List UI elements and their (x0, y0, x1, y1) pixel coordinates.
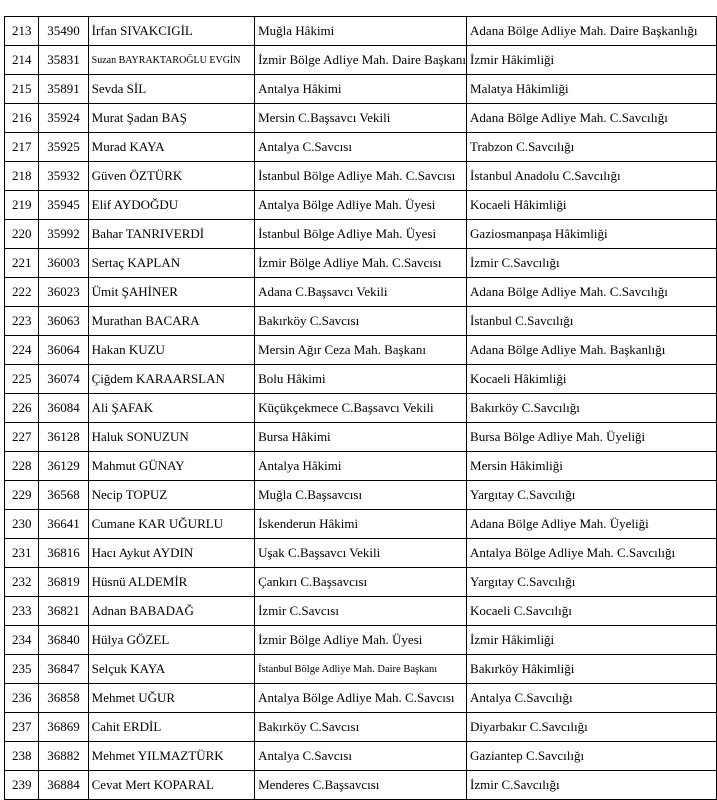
row-number-cell: 230 (5, 510, 39, 539)
new-position-cell: İstanbul C.Savcılığı (467, 307, 717, 336)
name-cell: Murad KAYA (88, 133, 254, 162)
current-position-cell: İstanbul Bölge Adliye Mah. Üyesi (255, 220, 467, 249)
row-number-cell: 223 (5, 307, 39, 336)
current-position-cell: Bolu Hâkimi (255, 365, 467, 394)
registry-number-cell: 36821 (39, 597, 88, 626)
row-number-cell: 237 (5, 713, 39, 742)
name-cell: Sevda SİL (88, 75, 254, 104)
current-position-cell: Antalya Hâkimi (255, 75, 467, 104)
name-cell: Hüsnü ALDEMİR (88, 568, 254, 597)
row-number-cell: 222 (5, 278, 39, 307)
new-position-cell: Adana Bölge Adliye Mah. Üyeliği (467, 510, 717, 539)
name-cell: Güven ÖZTÜRK (88, 162, 254, 191)
table-row (5, 46, 717, 75)
name-cell: Mehmet UĞUR (88, 684, 254, 713)
row-number-cell: 238 (5, 742, 39, 771)
table-row (5, 17, 717, 46)
row-number-cell: 232 (5, 568, 39, 597)
registry-number-cell: 36568 (39, 481, 88, 510)
current-position-cell: İzmir C.Savcısı (255, 597, 467, 626)
table-row (5, 713, 717, 742)
new-position-cell: Antalya C.Savcılığı (467, 684, 717, 713)
current-position-cell: Antalya Hâkimi (255, 452, 467, 481)
new-position-cell: Bakırköy Hâkimliği (467, 655, 717, 684)
new-position-cell: İzmir C.Savcılığı (467, 771, 717, 800)
row-number-cell: 216 (5, 104, 39, 133)
table-row (5, 510, 717, 539)
table-row (5, 655, 717, 684)
name-cell: Adnan BABADAĞ (88, 597, 254, 626)
current-position-cell: Bakırköy C.Savcısı (255, 713, 467, 742)
name-cell: Suzan BAYRAKTAROĞLU EVGİN (88, 46, 254, 75)
name-cell: Bahar TANRIVERDİ (88, 220, 254, 249)
new-position-cell: Kocaeli C.Savcılığı (467, 597, 717, 626)
row-number-cell: 213 (5, 17, 39, 46)
registry-number-cell: 35945 (39, 191, 88, 220)
registry-number-cell: 36128 (39, 423, 88, 452)
row-number-cell: 224 (5, 336, 39, 365)
appointment-table (4, 16, 717, 800)
row-number-cell: 214 (5, 46, 39, 75)
new-position-cell: Diyarbakır C.Savcılığı (467, 713, 717, 742)
name-cell: Mahmut GÜNAY (88, 452, 254, 481)
row-number-cell: 221 (5, 249, 39, 278)
current-position-cell: Antalya Bölge Adliye Mah. C.Savcısı (255, 684, 467, 713)
row-number-cell: 239 (5, 771, 39, 800)
registry-number-cell: 36129 (39, 452, 88, 481)
registry-number-cell: 36858 (39, 684, 88, 713)
registry-number-cell: 35891 (39, 75, 88, 104)
registry-number-cell: 36840 (39, 626, 88, 655)
current-position-cell: Küçükçekmece C.Başsavcı Vekili (255, 394, 467, 423)
registry-number-cell: 36023 (39, 278, 88, 307)
name-cell: Hülya GÖZEL (88, 626, 254, 655)
new-position-cell: Kocaeli Hâkimliği (467, 365, 717, 394)
name-cell: İrfan SIVAKCIGİL (88, 17, 254, 46)
registry-number-cell: 36884 (39, 771, 88, 800)
new-position-cell: Gaziosmanpaşa Hâkimliği (467, 220, 717, 249)
current-position-cell: Antalya Bölge Adliye Mah. Üyesi (255, 191, 467, 220)
row-number-cell: 217 (5, 133, 39, 162)
table-row (5, 133, 717, 162)
current-position-cell: Muğla Hâkimi (255, 17, 467, 46)
registry-number-cell: 36064 (39, 336, 88, 365)
new-position-cell: Bakırköy C.Savcılığı (467, 394, 717, 423)
registry-number-cell: 36074 (39, 365, 88, 394)
new-position-cell: Kocaeli Hâkimliği (467, 191, 717, 220)
table-row (5, 191, 717, 220)
current-position-cell: Çankırı C.Başsavcısı (255, 568, 467, 597)
row-number-cell: 218 (5, 162, 39, 191)
appointment-list (4, 16, 717, 800)
new-position-cell: Adana Bölge Adliye Mah. C.Savcılığı (467, 278, 717, 307)
new-position-cell: Gaziantep C.Savcılığı (467, 742, 717, 771)
new-position-cell: Adana Bölge Adliye Mah. Başkanlığı (467, 336, 717, 365)
name-cell: Hacı Aykut AYDIN (88, 539, 254, 568)
name-cell: Haluk SONUZUN (88, 423, 254, 452)
registry-number-cell: 36003 (39, 249, 88, 278)
name-cell: Cevat Mert KOPARAL (88, 771, 254, 800)
row-number-cell: 219 (5, 191, 39, 220)
new-position-cell: İzmir C.Savcılığı (467, 249, 717, 278)
current-position-cell: Bakırköy C.Savcısı (255, 307, 467, 336)
registry-number-cell: 35490 (39, 17, 88, 46)
current-position-cell: Menderes C.Başsavcısı (255, 771, 467, 800)
registry-number-cell: 36084 (39, 394, 88, 423)
table-row (5, 423, 717, 452)
name-cell: Ali ŞAFAK (88, 394, 254, 423)
table-row (5, 684, 717, 713)
name-cell: Selçuk KAYA (88, 655, 254, 684)
registry-number-cell: 35831 (39, 46, 88, 75)
registry-number-cell: 36641 (39, 510, 88, 539)
current-position-cell: Muğla C.Başsavcısı (255, 481, 467, 510)
registry-number-cell: 35924 (39, 104, 88, 133)
row-number-cell: 225 (5, 365, 39, 394)
name-cell: Necip TOPUZ (88, 481, 254, 510)
new-position-cell: İstanbul Anadolu C.Savcılığı (467, 162, 717, 191)
name-cell: Murat Şadan BAŞ (88, 104, 254, 133)
current-position-cell: Adana C.Başsavcı Vekili (255, 278, 467, 307)
current-position-cell: İstanbul Bölge Adliye Mah. C.Savcısı (255, 162, 467, 191)
table-row (5, 278, 717, 307)
table-row (5, 626, 717, 655)
table-row (5, 365, 717, 394)
name-cell: Elif AYDOĞDU (88, 191, 254, 220)
table-row (5, 481, 717, 510)
current-position-cell: Bursa Hâkimi (255, 423, 467, 452)
row-number-cell: 226 (5, 394, 39, 423)
row-number-cell: 234 (5, 626, 39, 655)
name-cell: Sertaç KAPLAN (88, 249, 254, 278)
name-cell: Hakan KUZU (88, 336, 254, 365)
current-position-cell: İskenderun Hâkimi (255, 510, 467, 539)
name-cell: Murathan BACARA (88, 307, 254, 336)
row-number-cell: 220 (5, 220, 39, 249)
table-row (5, 539, 717, 568)
table-row (5, 75, 717, 104)
new-position-cell: Adana Bölge Adliye Mah. Daire Başkanlığı (467, 17, 717, 46)
new-position-cell: Trabzon C.Savcılığı (467, 133, 717, 162)
new-position-cell: Yargıtay C.Savcılığı (467, 481, 717, 510)
new-position-cell: İzmir Hâkimliği (467, 626, 717, 655)
table-row (5, 104, 717, 133)
registry-number-cell: 35992 (39, 220, 88, 249)
table-row (5, 220, 717, 249)
new-position-cell: Antalya Bölge Adliye Mah. C.Savcılığı (467, 539, 717, 568)
table-row (5, 568, 717, 597)
registry-number-cell: 35932 (39, 162, 88, 191)
table-row (5, 597, 717, 626)
name-cell: Cumane KAR UĞURLU (88, 510, 254, 539)
new-position-cell: Mersin Hâkimliği (467, 452, 717, 481)
row-number-cell: 215 (5, 75, 39, 104)
current-position-cell: İstanbul Bölge Adliye Mah. Daire Başkanı (255, 655, 467, 684)
registry-number-cell: 36882 (39, 742, 88, 771)
name-cell: Mehmet YILMAZTÜRK (88, 742, 254, 771)
row-number-cell: 235 (5, 655, 39, 684)
registry-number-cell: 36869 (39, 713, 88, 742)
name-cell: Cahit ERDİL (88, 713, 254, 742)
new-position-cell: Bursa Bölge Adliye Mah. Üyeliği (467, 423, 717, 452)
table-row (5, 742, 717, 771)
registry-number-cell: 36847 (39, 655, 88, 684)
row-number-cell: 231 (5, 539, 39, 568)
current-position-cell: Mersin C.Başsavcı Vekili (255, 104, 467, 133)
table-row (5, 452, 717, 481)
table-row (5, 771, 717, 800)
current-position-cell: İzmir Bölge Adliye Mah. C.Savcısı (255, 249, 467, 278)
registry-number-cell: 35925 (39, 133, 88, 162)
table-row (5, 336, 717, 365)
table-row (5, 394, 717, 423)
table-row (5, 307, 717, 336)
table-row (5, 249, 717, 278)
registry-number-cell: 36819 (39, 568, 88, 597)
row-number-cell: 236 (5, 684, 39, 713)
current-position-cell: Antalya C.Savcısı (255, 133, 467, 162)
current-position-cell: İzmir Bölge Adliye Mah. Daire Başkanı (255, 46, 467, 75)
new-position-cell: Yargıtay C.Savcılığı (467, 568, 717, 597)
appointment-table-body (5, 17, 717, 800)
new-position-cell: Malatya Hâkimliği (467, 75, 717, 104)
new-position-cell: İzmir Hâkimliği (467, 46, 717, 75)
current-position-cell: Antalya C.Savcısı (255, 742, 467, 771)
current-position-cell: Uşak C.Başsavcı Vekili (255, 539, 467, 568)
registry-number-cell: 36063 (39, 307, 88, 336)
registry-number-cell: 36816 (39, 539, 88, 568)
new-position-cell: Adana Bölge Adliye Mah. C.Savcılığı (467, 104, 717, 133)
row-number-cell: 228 (5, 452, 39, 481)
row-number-cell: 227 (5, 423, 39, 452)
row-number-cell: 229 (5, 481, 39, 510)
name-cell: Ümit ŞAHİNER (88, 278, 254, 307)
current-position-cell: Mersin Ağır Ceza Mah. Başkanı (255, 336, 467, 365)
current-position-cell: İzmir Bölge Adliye Mah. Üyesi (255, 626, 467, 655)
row-number-cell: 233 (5, 597, 39, 626)
table-row (5, 162, 717, 191)
name-cell: Çiğdem KARAARSLAN (88, 365, 254, 394)
